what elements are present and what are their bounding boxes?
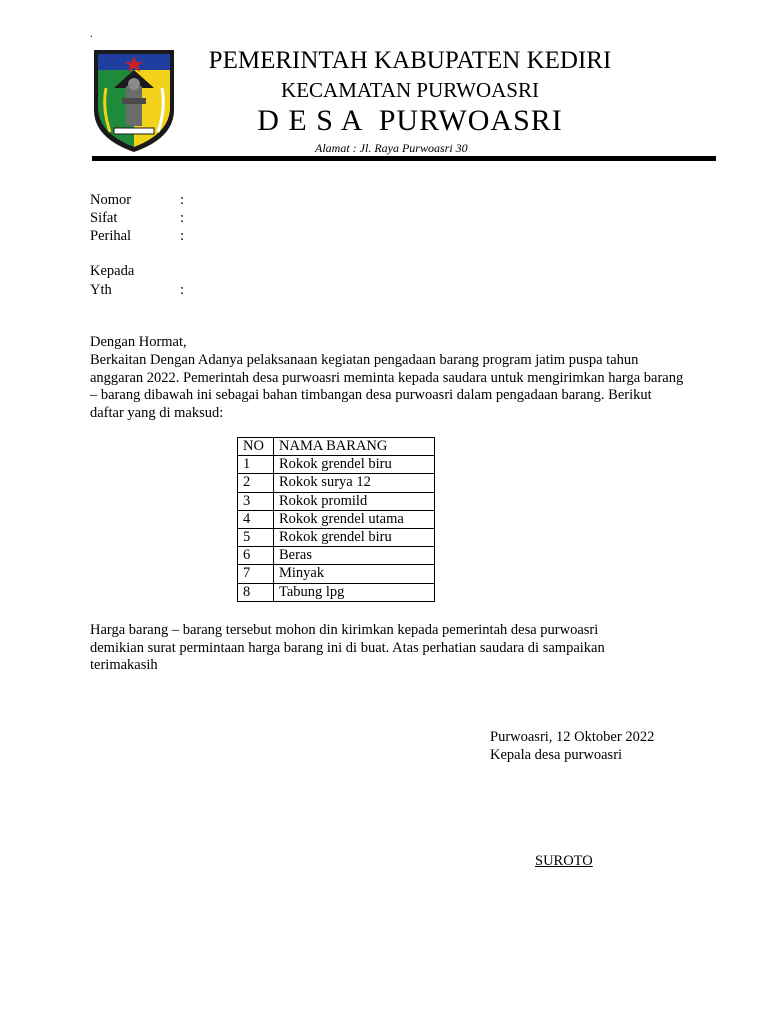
header-address: Alamat : Jl. Raya Purwoasri 30 [315,141,468,155]
table-cell-name: Minyak [274,565,435,583]
signer-name: SUROTO [535,853,593,869]
table-row [238,510,435,528]
perihal-label: Perihal [90,228,132,244]
table-cell-name: Rokok grendel biru [274,528,435,546]
table-cell-no: 6 [238,547,274,565]
stray-dot: . [90,29,93,40]
signer-title: Kepala desa purwoasri [490,747,623,763]
header-divider [92,156,716,161]
greeting: Dengan Hormat, [90,334,187,350]
table-row [238,456,435,474]
table-cell-name: Rokok grendel biru [274,456,435,474]
table-cell-name: Tabung lpg [274,583,435,601]
table-cell-name: Rokok promild [274,492,435,510]
closing-paragraph: Harga barang – barang tersebut mohon din kirimkan kepada pemerintah desa purwoasri demikian surat permintaan harga barang ini di buat. Atas perhatian saudara di sampaikan terimakasih [90,622,605,673]
table-row [238,565,435,583]
perihal-colon: : [180,228,185,244]
table-cell-no: 7 [238,565,274,583]
table-cell-name: Beras [274,547,435,565]
table-cell-no: 1 [238,456,274,474]
table-cell-no: 5 [238,528,274,546]
sifat-label: Sifat [90,210,118,226]
table-cell-name: Rokok grendel utama [274,510,435,528]
yth-label: Yth [90,282,112,298]
header-district-title: KECAMATAN PURWOASRI [281,78,539,102]
items-table [237,437,435,602]
table-cell-name: Rokok surya 12 [274,474,435,492]
kediri-emblem-logo [92,48,176,154]
yth-colon: : [180,282,185,298]
nomor-label: Nomor [90,192,132,208]
table-cell-no: 8 [238,583,274,601]
header-government-title: PEMERINTAH KABUPATEN KEDIRI [208,47,612,74]
kepada-label: Kepada [90,263,135,279]
table-cell-no: 3 [238,492,274,510]
table-cell-no: 2 [238,474,274,492]
table-row [238,492,435,510]
header-village-title: D E S A PURWOASRI [257,104,563,137]
table-row [238,528,435,546]
table-header-no: NO [238,438,274,456]
place-date: Purwoasri, 12 Oktober 2022 [490,729,655,745]
table-header-name: NAMA BARANG [274,438,435,456]
intro-paragraph: Berkaitan Dengan Adanya pelaksanaan kegiatan pengadaan barang program jatim puspa tahun anggaran 2022. Pemerintah desa purwoasri meminta kepada saudara untuk mengirimkan harga barang – barang dibawah ini sebagai bahan timbangan desa purwoasri dalam pengadaan barang. Berikut daftar yang di maksud: [90,352,684,421]
nomor-colon: : [180,192,185,208]
table-row [238,583,435,601]
sifat-colon: : [180,210,185,226]
table-row [238,474,435,492]
table-row [238,547,435,565]
table-header-row [238,438,435,456]
table-cell-no: 4 [238,510,274,528]
